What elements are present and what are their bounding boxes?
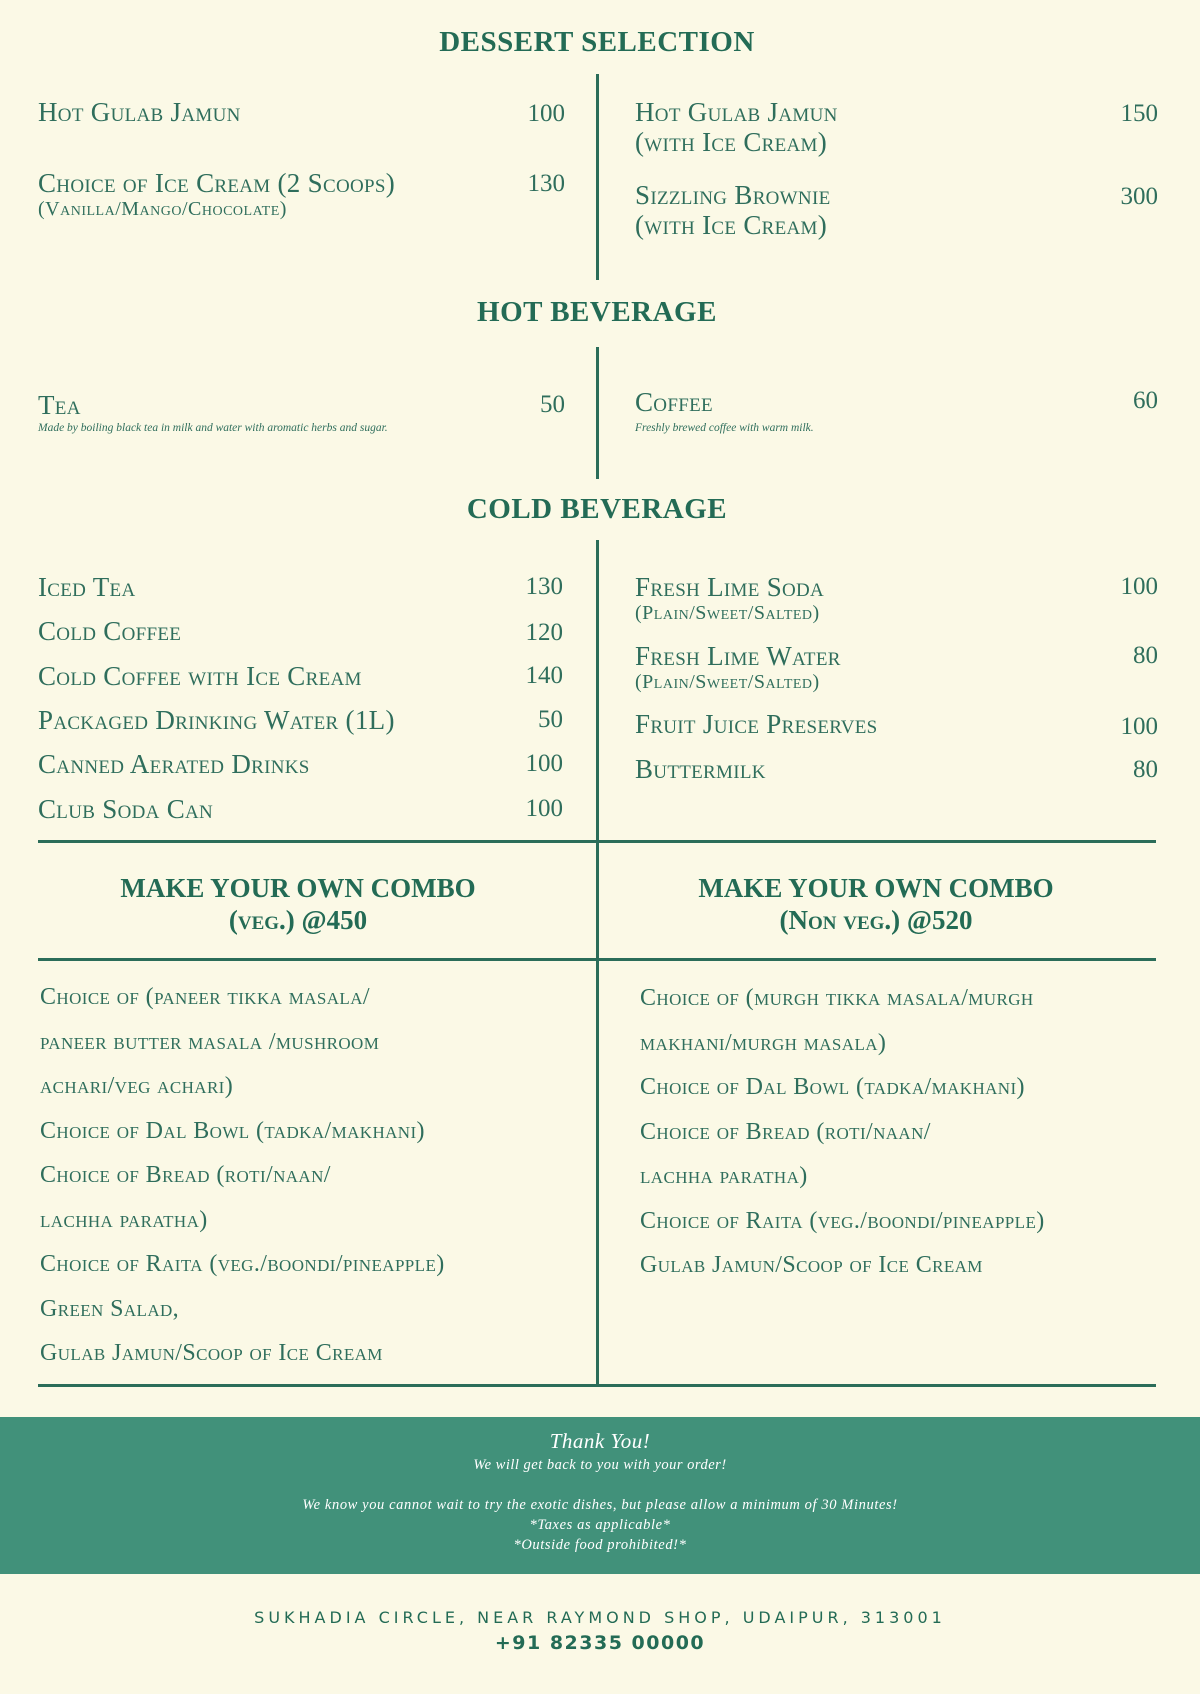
divider-vertical xyxy=(596,74,599,280)
combo-title-price: (Non veg.) @520 xyxy=(779,905,973,935)
menu-item-price: 60 xyxy=(1133,387,1158,414)
menu-item-sub: (Vanilla/Mango/Chocolate) xyxy=(38,198,287,220)
menu-item-price: 100 xyxy=(525,750,563,777)
menu-item-price: 300 xyxy=(1120,183,1158,210)
combo-title-nonveg xyxy=(606,872,1146,936)
menu-item-price: 120 xyxy=(525,619,563,646)
divider-horizontal xyxy=(38,1384,1156,1387)
menu-item-sub: (Plain/Sweet/Salted) xyxy=(635,671,820,693)
menu-item-sub: (Plain/Sweet/Salted) xyxy=(635,602,820,624)
menu-item-description: Freshly brewed coffee with warm milk. xyxy=(635,422,814,434)
divider-horizontal xyxy=(38,840,1156,843)
combo-nonveg-line: Gulab Jamun/Scoop of Ice Cream xyxy=(640,1252,983,1278)
menu-item-price: 50 xyxy=(540,391,565,418)
footer-line: We will get back to you with your order! xyxy=(473,1457,727,1473)
menu-item-price: 100 xyxy=(525,795,563,822)
combo-veg-line: Choice of Raita (veg./boondi/pineapple) xyxy=(40,1251,445,1277)
menu-item-name: Iced Tea xyxy=(38,572,136,602)
menu-item-name: Hot Gulab Jamun xyxy=(38,97,241,127)
footer-line: We know you cannot wait to try the exotic dishes, but please allow a minimum of 30 Minutes! xyxy=(302,1497,898,1513)
menu-item-name: Cold Coffee xyxy=(38,616,182,646)
footer-band xyxy=(0,1417,1200,1574)
combo-veg-line: paneer butter masala /mushroom xyxy=(40,1029,380,1055)
menu-item-name: Packaged Drinking Water (1L) xyxy=(38,705,395,735)
divider-horizontal xyxy=(38,958,1156,961)
combo-nonveg-line: lachha paratha) xyxy=(640,1163,808,1189)
combo-veg-line: Gulab Jamun/Scoop of Ice Cream xyxy=(40,1340,383,1366)
menu-item-price: 100 xyxy=(1120,713,1158,740)
combo-nonveg-line: Choice of Raita (veg./boondi/pineapple) xyxy=(640,1208,1045,1234)
menu-item-price: 150 xyxy=(1120,100,1158,127)
menu-item-sub: (with Ice Cream) xyxy=(635,127,828,157)
menu-item-price: 140 xyxy=(525,662,563,689)
menu-item-sub: (with Ice Cream) xyxy=(635,210,828,240)
divider-vertical xyxy=(596,347,599,479)
phone-number: +91 82335 00000 xyxy=(494,1632,706,1654)
combo-veg-line: Green Salad, xyxy=(40,1296,180,1322)
menu-item-price: 130 xyxy=(525,573,563,600)
footer-line: *Taxes as applicable* xyxy=(529,1517,671,1533)
divider-vertical xyxy=(596,540,599,1385)
combo-title-price: (veg.) @450 xyxy=(228,905,368,935)
menu-item-price: 100 xyxy=(527,100,565,127)
menu-item-name: Canned Aerated Drinks xyxy=(38,749,310,779)
menu-item-name: Cold Coffee with Ice Cream xyxy=(38,661,362,691)
combo-title-line: MAKE YOUR OWN COMBO xyxy=(698,873,1054,903)
thank-you-text: Thank You! xyxy=(549,1429,651,1453)
combo-nonveg-line: Choice of Dal Bowl (tadka/makhani) xyxy=(640,1074,1025,1100)
menu-item-price: 100 xyxy=(1120,573,1158,600)
menu-item-name: Fresh Lime Soda xyxy=(635,572,825,602)
menu-item-price: 130 xyxy=(527,170,565,197)
combo-nonveg-line: Choice of (murgh tikka masala/murgh xyxy=(640,985,1034,1011)
section-title-hot-beverage: HOT BEVERAGE xyxy=(477,296,717,328)
menu-item-name: Coffee xyxy=(635,387,713,417)
address: SUKHADIA CIRCLE, NEAR RAYMOND SHOP, UDAIPUR, 313001 xyxy=(254,1608,946,1627)
menu-item-price: 50 xyxy=(538,706,563,733)
menu-item-name: Buttermilk xyxy=(635,754,766,784)
menu-item-name: Fruit Juice Preserves xyxy=(635,709,878,739)
combo-title-line: MAKE YOUR OWN COMBO xyxy=(120,873,476,903)
section-title-dessert: DESSERT SELECTION xyxy=(439,26,755,58)
combo-veg-line: Choice of Dal Bowl (tadka/makhani) xyxy=(40,1118,425,1144)
combo-veg-line: Choice of (paneer tikka masala/ xyxy=(40,984,370,1010)
menu-item-name: Sizzling Brownie xyxy=(635,180,831,210)
menu-item-name: Tea xyxy=(38,390,81,420)
combo-title-veg xyxy=(28,872,568,936)
menu-item-price: 80 xyxy=(1133,756,1158,783)
footer-line: *Outside food prohibited!* xyxy=(513,1537,687,1553)
menu-item-name: Fresh Lime Water xyxy=(635,641,841,671)
combo-nonveg-line: Choice of Bread (roti/naan/ xyxy=(640,1119,931,1145)
combo-veg-line: lachha paratha) xyxy=(40,1207,208,1233)
combo-veg-line: Choice of Bread (roti/naan/ xyxy=(40,1162,331,1188)
menu-item-description: Made by boiling black tea in milk and water with aromatic herbs and sugar. xyxy=(38,422,388,434)
menu-item-price: 80 xyxy=(1133,642,1158,669)
combo-veg-line: achari/veg achari) xyxy=(40,1073,234,1099)
combo-nonveg-line: makhani/murgh masala) xyxy=(640,1030,887,1056)
menu-item-name: Choice of Ice Cream (2 Scoops) xyxy=(38,168,396,198)
menu-item-name: Club Soda Can xyxy=(38,794,214,824)
section-title-cold-beverage: COLD BEVERAGE xyxy=(466,493,728,525)
menu-item-name: Hot Gulab Jamun xyxy=(635,97,838,127)
